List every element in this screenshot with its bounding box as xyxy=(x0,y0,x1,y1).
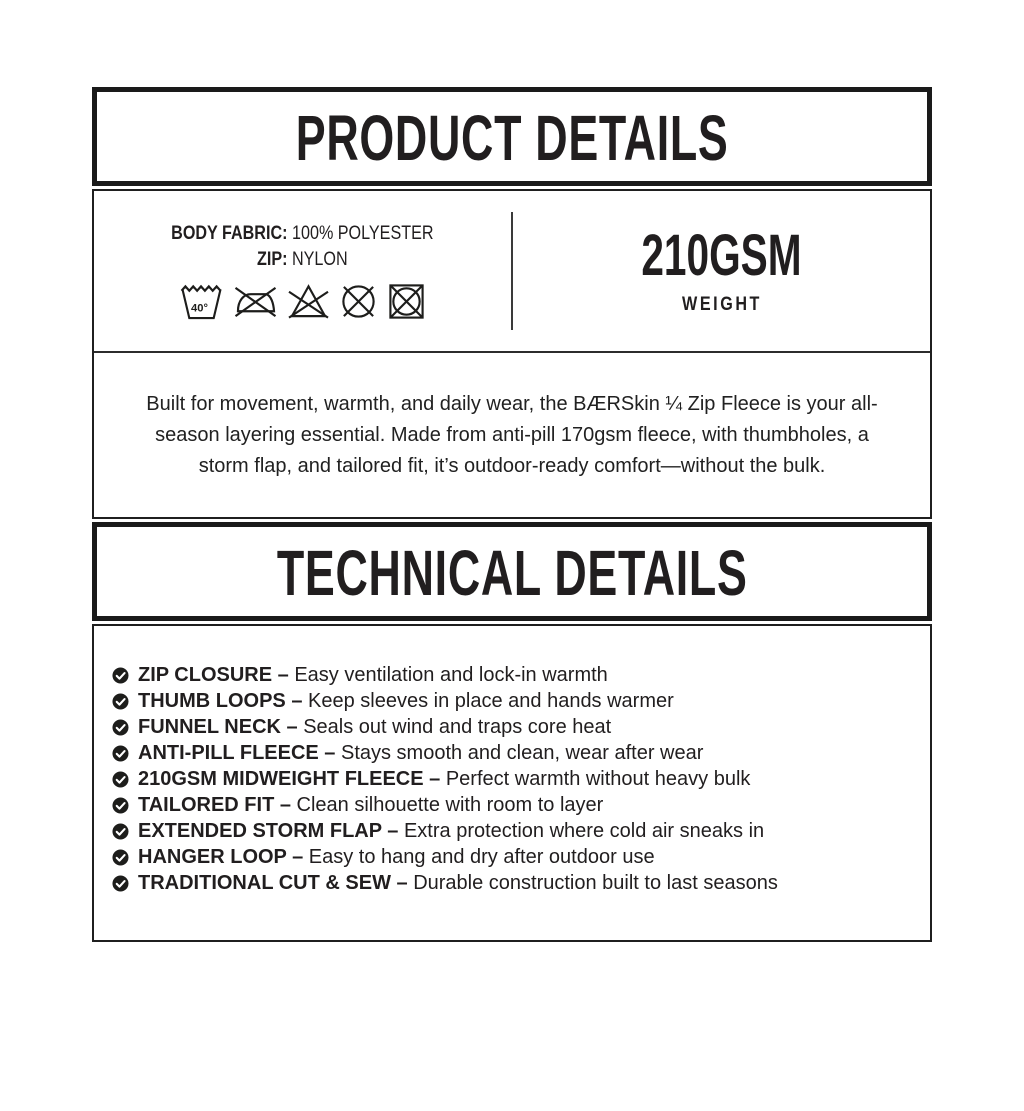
technical-details-title: TECHNICAL DETAILS xyxy=(276,536,748,609)
svg-text:40°: 40° xyxy=(191,302,209,315)
fabric-column xyxy=(94,191,511,351)
feature-label: THUMB LOOPS – xyxy=(138,690,309,712)
feature-description: Keep sleeves in place and hands warmer xyxy=(308,690,674,712)
list-item xyxy=(112,870,914,896)
list-item xyxy=(112,792,914,818)
feature-description: Easy to hang and dry after outdoor use xyxy=(308,846,655,868)
body-fabric-line xyxy=(148,221,457,247)
zip-line xyxy=(249,247,356,273)
feature-description: Stays smooth and clean, wear after wear xyxy=(340,742,704,764)
list-item xyxy=(112,714,914,740)
body-fabric-value: 100% POLYESTER xyxy=(292,223,434,244)
technical-details-header xyxy=(92,522,932,621)
feature-description: Easy ventilation and lock-in warmth xyxy=(294,664,608,686)
weight-value: 210GSM xyxy=(641,222,802,288)
do-not-bleach-icon xyxy=(287,282,330,321)
description-section xyxy=(94,353,930,517)
feature-label: TAILORED FIT – xyxy=(138,794,297,816)
weight-label: WEIGHT xyxy=(681,293,762,315)
feature-label: TRADITIONAL CUT & SEW – xyxy=(138,872,414,894)
list-item xyxy=(112,662,914,688)
feature-label: EXTENDED STORM FLAP – xyxy=(138,820,404,842)
description-line: season layering essential. Made from anti-pill 170gsm fleece, with thumbholes, a xyxy=(155,423,869,446)
feature-label: HANGER LOOP – xyxy=(138,846,309,868)
feature-label: ANTI-PILL FLEECE – xyxy=(138,742,341,764)
list-item xyxy=(112,766,914,792)
check-circle-icon xyxy=(112,719,129,736)
care-symbols-row xyxy=(179,282,426,321)
body-fabric-label: BODY FABRIC: xyxy=(171,223,288,244)
description-line: Built for movement, warmth, and daily wear, the BÆRSkin ¼ Zip Fleece is your all- xyxy=(146,392,878,415)
product-details-header xyxy=(92,87,932,186)
check-circle-icon xyxy=(112,823,129,840)
check-circle-icon xyxy=(112,745,129,762)
list-item xyxy=(112,844,914,870)
check-circle-icon xyxy=(112,797,129,814)
technical-details-list xyxy=(112,662,914,896)
feature-label: 210GSM MIDWEIGHT FLEECE – xyxy=(138,768,446,790)
spec-section xyxy=(94,191,930,351)
feature-description: Perfect warmth without heavy bulk xyxy=(445,768,751,790)
technical-details-body xyxy=(92,624,932,942)
feature-description: Clean silhouette with room to layer xyxy=(296,794,604,816)
weight-column xyxy=(513,191,930,351)
check-circle-icon xyxy=(112,693,129,710)
check-circle-icon xyxy=(112,875,129,892)
check-circle-icon xyxy=(112,771,129,788)
do-not-tumble-dry-icon xyxy=(387,282,426,321)
list-item xyxy=(112,688,914,714)
feature-label: FUNNEL NECK – xyxy=(138,716,304,738)
product-details-title: PRODUCT DETAILS xyxy=(295,101,729,174)
check-circle-icon xyxy=(112,667,129,684)
check-circle-icon xyxy=(112,849,129,866)
list-item xyxy=(112,818,914,844)
feature-description: Durable construction built to last seasons xyxy=(413,872,778,894)
zip-label: ZIP: xyxy=(257,249,288,270)
list-item xyxy=(112,740,914,766)
product-infographic xyxy=(92,87,932,942)
feature-description: Seals out wind and traps core heat xyxy=(303,716,612,738)
do-not-iron-icon xyxy=(233,282,278,321)
description-line: storm flap, and tailored fit, it’s outdoor-ready comfort—without the bulk. xyxy=(198,454,826,477)
do-not-dry-clean-icon xyxy=(339,282,378,321)
zip-value: NYLON xyxy=(292,249,348,270)
product-details-body xyxy=(92,189,932,519)
feature-description: Extra protection where cold air sneaks in xyxy=(403,820,765,842)
wash-40-icon xyxy=(179,282,224,321)
feature-label: ZIP CLOSURE – xyxy=(138,664,295,686)
